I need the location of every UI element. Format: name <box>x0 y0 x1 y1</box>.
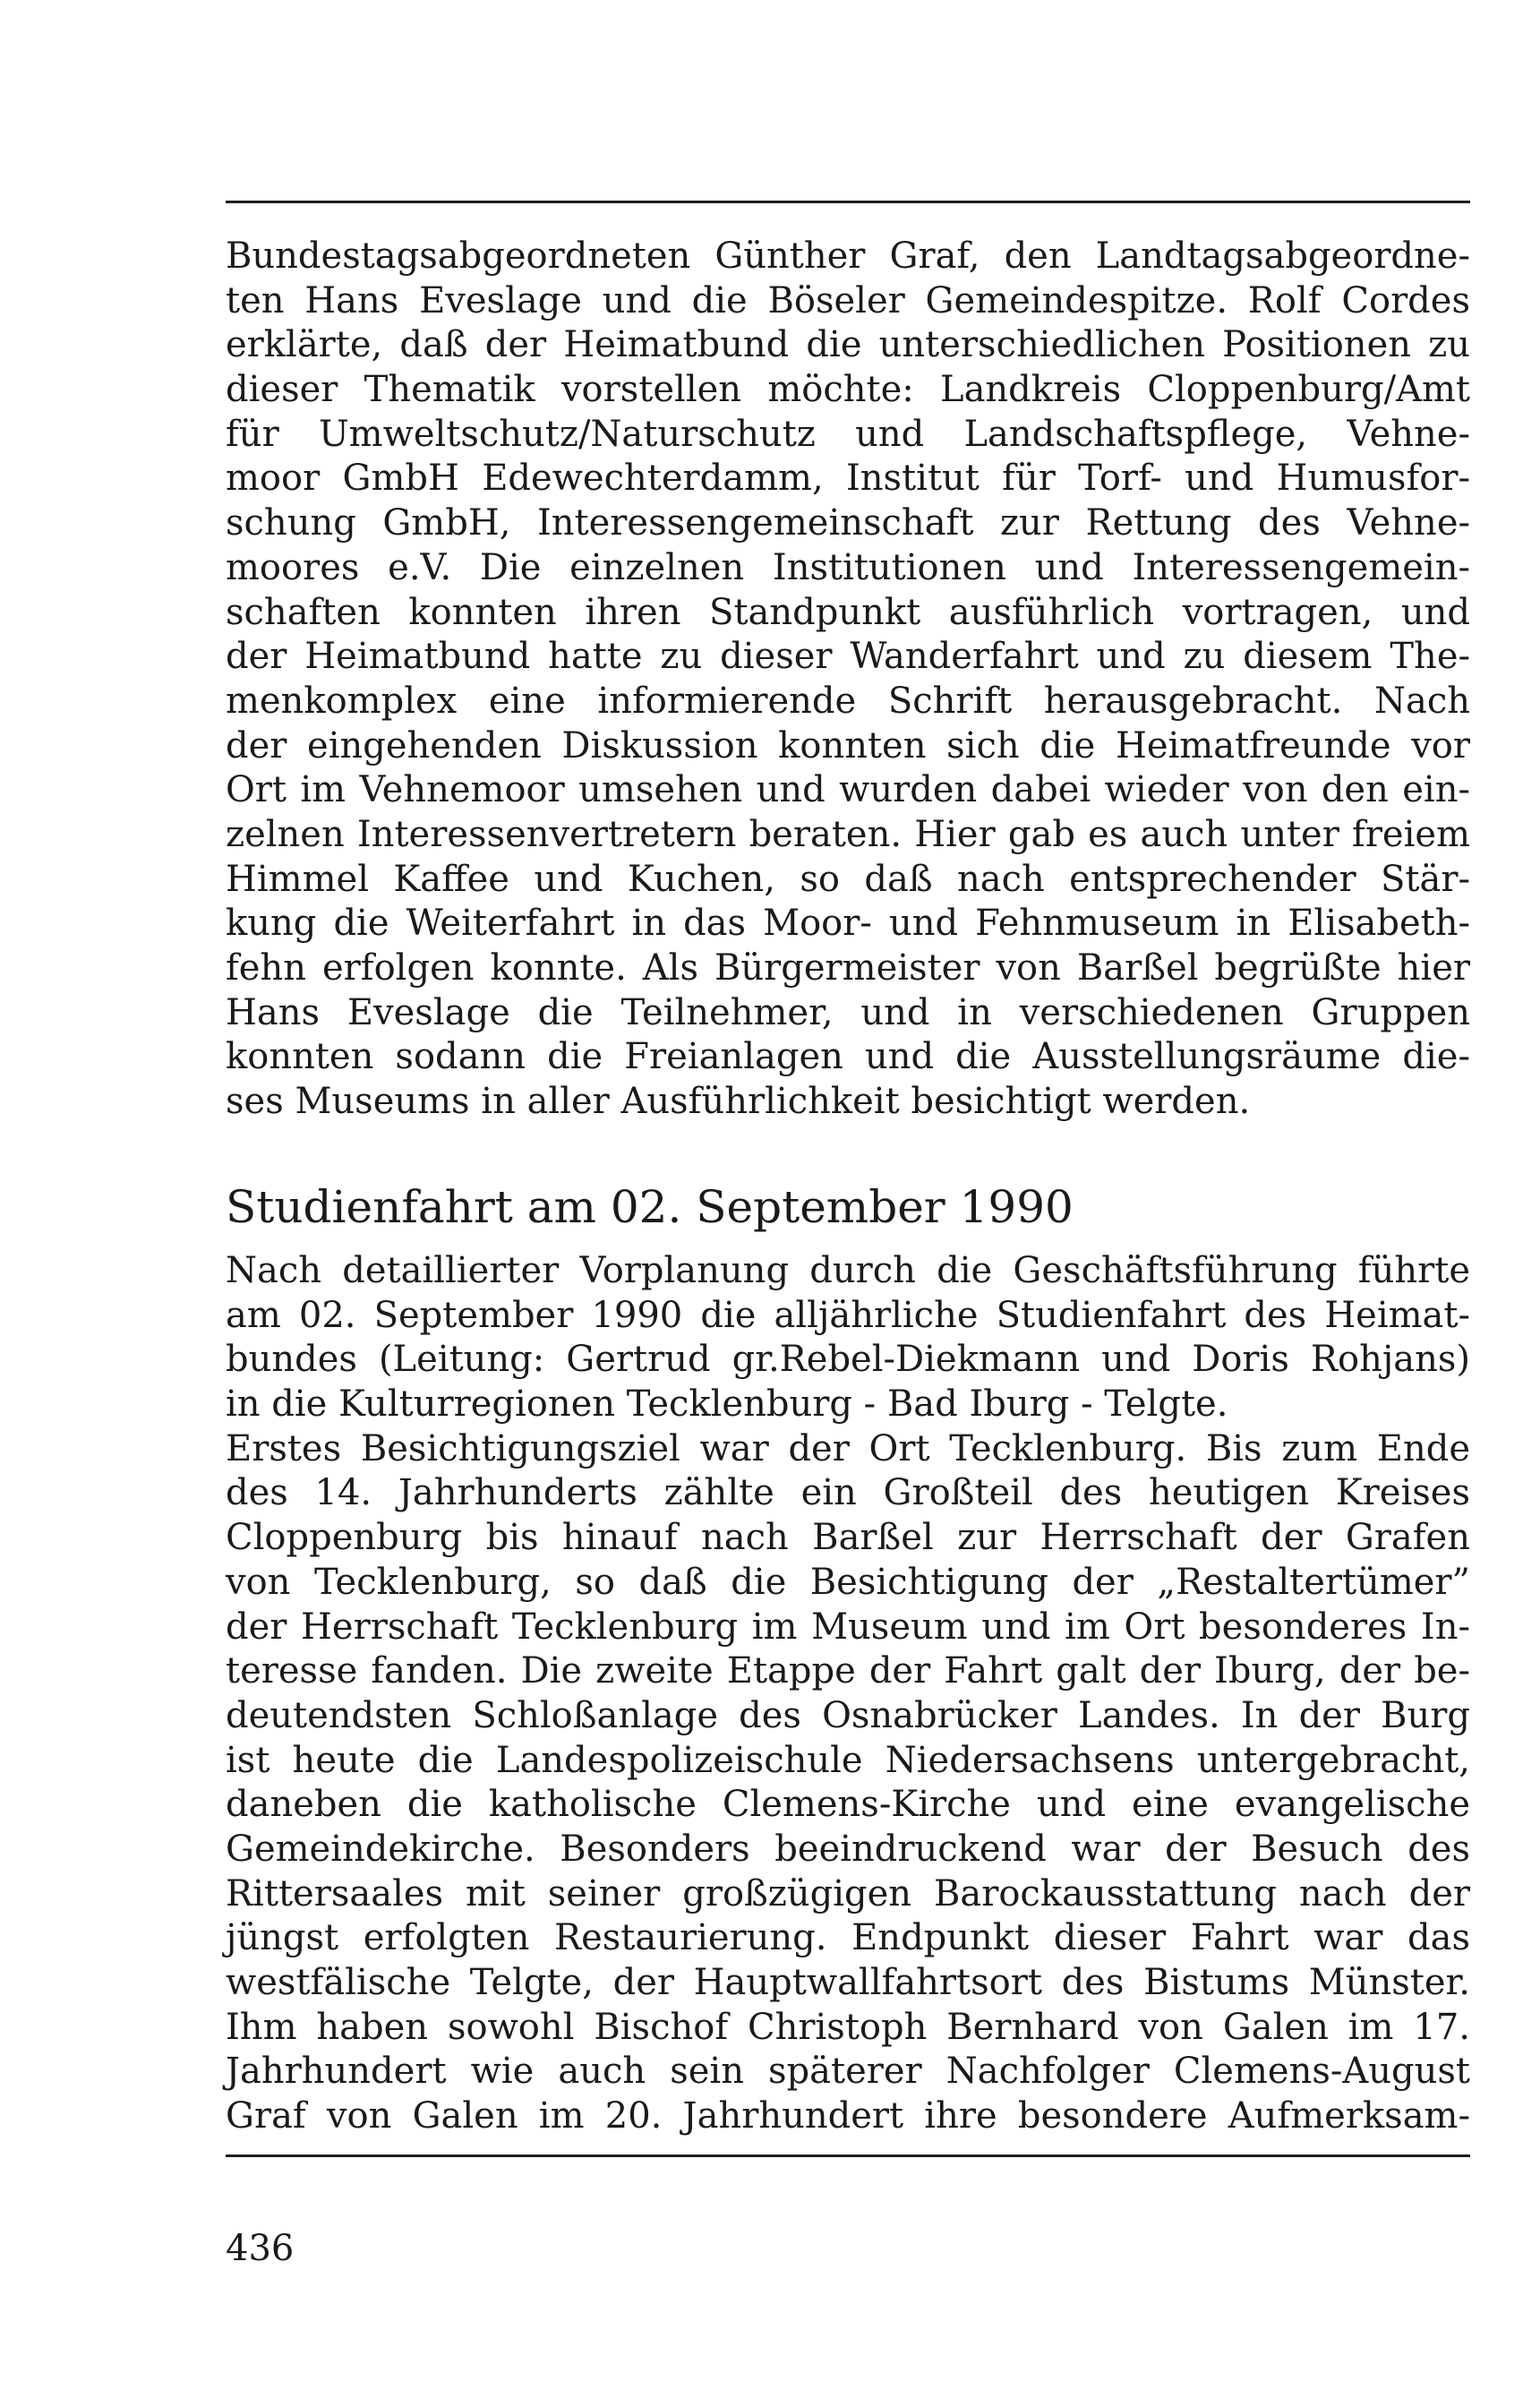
text-line: kung die Weiterfahrt in das Moor- und Fehnmuseum in Elisabeth- <box>226 903 1470 945</box>
text-line: Jahrhundert wie auch sein späterer Nachfolger Clemens-August <box>226 2051 1470 2093</box>
text-line: am 02. September 1990 die alljährliche Studienfahrt des Heimat- <box>226 1294 1470 1336</box>
text-line: westfälische Telgte, der Hauptwallfahrtsort des Bistums Münster. <box>226 1962 1470 2003</box>
text-line: der Herrschaft Tecklenburg im Museum und im Ort besonderes In- <box>226 1606 1470 1648</box>
text-line: moores e.V. Die einzelnen Institutionen und Interessengemein- <box>226 546 1470 588</box>
paragraph-wanderfahrt <box>226 235 1470 1125</box>
page-number: 436 <box>226 2228 295 2269</box>
text-line: fehn erfolgen konnte. Als Bürgermeister von Barßel begrüßte hier <box>226 947 1470 989</box>
section-heading: Studienfahrt am 02. September 1990 <box>226 1181 1074 1233</box>
text-line: für Umweltschutz/Naturschutz und Landschaftspflege, Vehne- <box>226 413 1470 455</box>
text-line: dieser Thematik vorstellen möchte: Landkreis Cloppenburg/Amt <box>226 369 1470 411</box>
text-line: moor GmbH Edewechterdamm, Institut für Torf- und Humusfor- <box>226 458 1470 500</box>
text-line: der Heimatbund hatte zu dieser Wanderfahrt und zu diesem The- <box>226 636 1470 678</box>
paragraph-studienfahrt <box>226 1249 1470 2139</box>
text-line: bundes (Leitung: Gertrud gr.Rebel-Diekmann und Doris Rohjans) <box>226 1339 1470 1381</box>
text-line: deutendsten Schloßanlage des Osnabrücker Landes. In der Burg <box>226 1694 1470 1736</box>
text-line: Himmel Kaffee und Kuchen, so daß nach entsprechender Stär- <box>226 858 1470 900</box>
text-line: Cloppenburg bis hinauf nach Barßel zur Herrschaft der Grafen <box>226 1517 1470 1559</box>
text-line: Gemeindekirche. Besonders beeindruckend war der Besuch des <box>226 1828 1470 1870</box>
text-line: schaften konnten ihren Standpunkt ausführlich vortragen, und <box>226 591 1470 633</box>
text-line: teresse fanden. Die zweite Etappe der Fahrt galt der Iburg, der be- <box>226 1650 1470 1692</box>
text-line: konnten sodann die Freianlagen und die Ausstellungsräume die- <box>226 1036 1470 1078</box>
top-rule <box>226 201 1470 203</box>
text-line: Nach detaillierter Vorplanung durch die Geschäftsführung führte <box>226 1250 1470 1291</box>
text-line: Ihm haben sowohl Bischof Christoph Bernhard von Galen im 17. <box>226 2006 1470 2048</box>
text-line: des 14. Jahrhunderts zählte ein Großteil des heutigen Kreises <box>226 1472 1470 1514</box>
text-line: von Tecklenburg, so daß die Besichtigung der „Restaltertümer” <box>226 1561 1470 1603</box>
text-line: Graf von Galen im 20. Jahrhundert ihre besondere Aufmerksam- <box>226 2095 1470 2137</box>
text-line: menkomplex eine informierende Schrift herausgebracht. Nach <box>226 680 1470 722</box>
text-line: ten Hans Eveslage und die Böseler Gemeindespitze. Rolf Cordes <box>226 279 1470 321</box>
text-line: zelnen Interessenvertretern beraten. Hier gab es auch unter freiem <box>226 813 1470 855</box>
text-line: ist heute die Landespolizeischule Niedersachsens untergebracht, <box>226 1739 1470 1781</box>
text-line: Erstes Besichtigungsziel war der Ort Tecklenburg. Bis zum Ende <box>226 1427 1470 1469</box>
text-line: der eingehenden Diskussion konnten sich die Heimatfreunde vor <box>226 724 1470 767</box>
text-line: erklärte, daß der Heimatbund die unterschiedlichen Positionen zu <box>226 324 1470 366</box>
text-line: Hans Eveslage die Teilnehmer, und in verschiedenen Gruppen <box>226 991 1470 1033</box>
text-line: in die Kulturregionen Tecklenburg - Bad Iburg - Telgte. <box>226 1383 1228 1426</box>
text-line: daneben die katholische Clemens-Kirche und eine evangelische <box>226 1784 1470 1826</box>
text-line: Bundestagsabgeordneten Günther Graf, den Landtagsabgeordne- <box>226 236 1470 277</box>
text-line: jüngst erfolgten Restaurierung. Endpunkt dieser Fahrt war das <box>226 1917 1470 1959</box>
text-line: Rittersaales mit seiner großzügigen Barockausstattung nach der <box>226 1872 1470 1914</box>
bottom-rule <box>226 2154 1470 2157</box>
text-line: Ort im Vehnemoor umsehen und wurden dabei wieder von den ein- <box>226 769 1470 811</box>
text-line: schung GmbH, Interessengemeinschaft zur Rettung des Vehne- <box>226 502 1470 544</box>
text-line: ses Museums in aller Ausführlichkeit besichtigt werden. <box>226 1081 1251 1123</box>
